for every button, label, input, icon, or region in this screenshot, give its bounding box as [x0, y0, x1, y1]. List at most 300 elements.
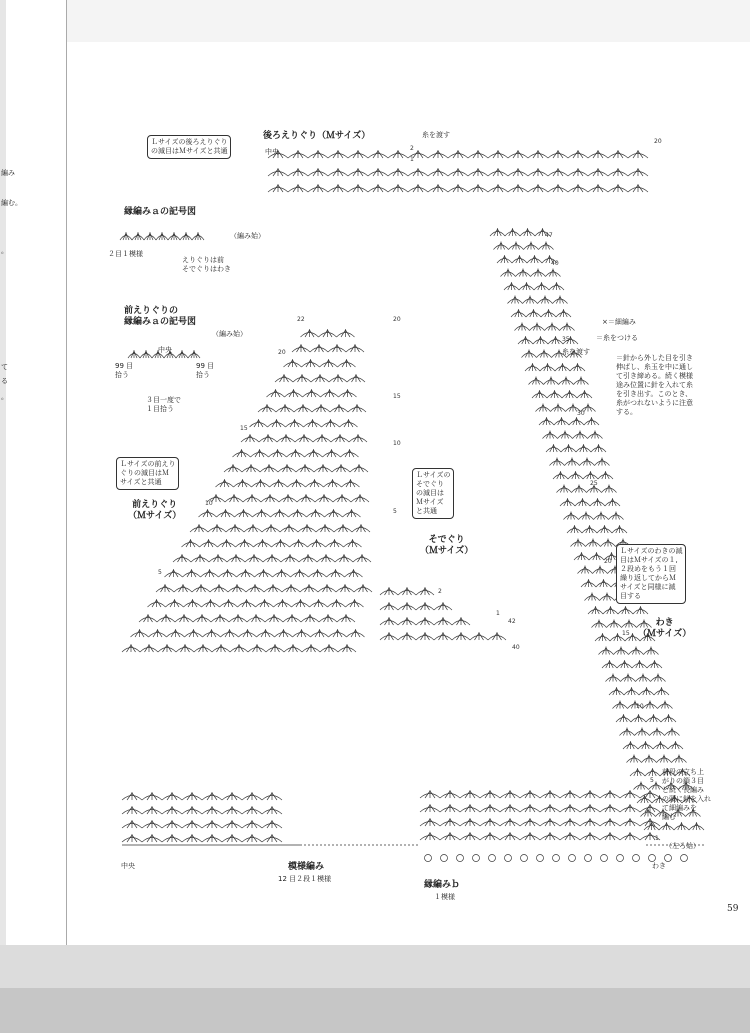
- stitch-fan: [644, 647, 659, 655]
- stitch-fan: [592, 620, 607, 628]
- stitch-fan: [609, 687, 624, 695]
- stitch-fan: [351, 494, 369, 502]
- stitch-fan: [588, 168, 608, 176]
- front-neck-note: Ｌサイズの前えり ぐりの減目はＭ サイズと共通: [116, 457, 179, 490]
- stitch-fan: [608, 150, 628, 158]
- stitch-fan: [128, 350, 140, 358]
- row-number: 47: [545, 232, 553, 239]
- stitch-fan: [239, 629, 257, 637]
- stitch-fan: [420, 832, 440, 840]
- stitch-loop: [553, 855, 560, 862]
- stitch-fan: [201, 569, 219, 577]
- stitch-fan: [595, 458, 610, 466]
- stitch-fan: [605, 498, 620, 506]
- stitch-fan: [256, 599, 274, 607]
- stitch-fan: [612, 525, 627, 533]
- stitch-fan: [551, 404, 566, 412]
- stitch-fan: [434, 632, 452, 640]
- stitch-fan: [322, 419, 340, 427]
- stitch-fan: [639, 687, 654, 695]
- stitch-fan: [586, 539, 601, 547]
- stitch-fan: [634, 782, 649, 790]
- stitch-fan: [646, 714, 661, 722]
- stitch-fan: [246, 584, 264, 592]
- stitch-fan: [308, 168, 328, 176]
- stitch-fan: [308, 184, 328, 192]
- stitch-fan: [600, 818, 620, 826]
- stitch-fan: [199, 509, 217, 517]
- stitch-fan: [460, 818, 480, 826]
- stitch-fan: [380, 632, 398, 640]
- stitch-fan: [286, 419, 304, 427]
- stitch-fan: [561, 444, 576, 452]
- start-label: （左ろ始）: [665, 842, 700, 850]
- stitch-fan: [263, 554, 281, 562]
- stitch-fan: [306, 479, 324, 487]
- stitch-fan: [348, 404, 366, 412]
- stitch-fan: [292, 599, 310, 607]
- stitch-fan: [342, 479, 360, 487]
- stitch-fan: [326, 539, 344, 547]
- stitch-fan: [540, 363, 555, 371]
- stitch-fan: [570, 363, 585, 371]
- stitch-fan: [243, 494, 261, 502]
- stitch-fan: [508, 168, 528, 176]
- stitch-fan: [591, 444, 606, 452]
- row-number: 20: [654, 138, 662, 145]
- stitch-fan: [338, 644, 356, 652]
- stitch-fan: [293, 629, 311, 637]
- stitch-fan: [184, 599, 202, 607]
- stitch-fan: [398, 602, 416, 610]
- stitch-fan: [307, 509, 325, 517]
- stitch-fan: [638, 741, 653, 749]
- side-note-2: 前段の立ち上 がりの鎖３目 と続く長編み の頭に針を入れ て細編みを 編む: [662, 768, 711, 821]
- stitch-fan: [242, 834, 262, 842]
- stitch-fan: [508, 150, 528, 158]
- pattern-title: 模様編み: [288, 862, 325, 872]
- stitch-fan: [182, 834, 202, 842]
- stitch-fan: [242, 792, 262, 800]
- stitch-fan: [428, 168, 448, 176]
- stitch-fan: [285, 389, 303, 397]
- stitch-fan: [460, 790, 480, 798]
- scan-bottom-shadow: [0, 988, 750, 1033]
- stitch-fan: [600, 804, 620, 812]
- stitch-fan: [303, 389, 321, 397]
- stitch-fan: [434, 602, 452, 610]
- stitch-fan: [539, 417, 554, 425]
- stitch-fan: [574, 377, 589, 385]
- stitch-fan: [295, 434, 313, 442]
- stitch-fan: [261, 494, 279, 502]
- stitch-fan: [629, 647, 644, 655]
- stitch-fan: [247, 614, 265, 622]
- stitch-fan: [319, 329, 337, 337]
- stitch-fan: [242, 806, 262, 814]
- stitch-fan: [620, 818, 640, 826]
- stitch-fan: [470, 632, 488, 640]
- stitch-fan: [190, 524, 208, 532]
- stitch-fan: [440, 804, 460, 812]
- stitch-fan: [183, 569, 201, 577]
- stitch-fan: [620, 790, 640, 798]
- stitch-fan: [583, 471, 598, 479]
- stitch-fan: [142, 806, 162, 814]
- stitch-fan: [623, 741, 638, 749]
- stitch-fan: [288, 168, 308, 176]
- stitch-fan: [668, 741, 683, 749]
- stitch-fan: [541, 309, 556, 317]
- stitch-fan: [468, 168, 488, 176]
- stitch-fan: [308, 539, 326, 547]
- stitch-fan: [296, 464, 314, 472]
- bottom-label: ３目一度で １目拾う: [146, 396, 181, 413]
- row-number: 42: [508, 618, 516, 625]
- stitch-fan: [501, 269, 516, 277]
- stitch-fan: [268, 184, 288, 192]
- stitch-fan: [230, 644, 248, 652]
- stitch-fan: [228, 584, 246, 592]
- stitch-fan: [548, 184, 568, 192]
- stitch-fan: [568, 168, 588, 176]
- stitch-fan: [448, 184, 468, 192]
- stitch-fan: [380, 587, 398, 595]
- stitch-fan: [299, 554, 317, 562]
- center-label: 中央: [265, 148, 279, 156]
- stitch-fan: [311, 374, 329, 382]
- stitch-fan: [388, 168, 408, 176]
- stitch-fan: [416, 587, 434, 595]
- stitch-fan: [650, 728, 665, 736]
- stitch-fan: [302, 359, 320, 367]
- row-number: 25: [590, 480, 598, 487]
- stitch-fan: [203, 629, 221, 637]
- stitch-fan: [538, 296, 553, 304]
- stitch-fan: [265, 614, 283, 622]
- row-number: 5: [393, 508, 397, 515]
- stitch-loop: [633, 855, 640, 862]
- stitch-fan: [225, 494, 243, 502]
- stitch-fan: [200, 539, 218, 547]
- thread-label: 糸を渡す: [562, 348, 590, 356]
- stitch-fan: [120, 232, 132, 240]
- stitch-fan: [350, 464, 368, 472]
- stitch-fan: [278, 464, 296, 472]
- stitch-fan: [508, 184, 528, 192]
- stitch-fan: [640, 818, 660, 826]
- armhole-note: Ｌサイズの そでぐり の減目は Ｍサイズ と共通: [412, 468, 454, 519]
- stitch-fan: [595, 633, 610, 641]
- stitch-fan: [182, 792, 202, 800]
- stitch-fan: [217, 509, 235, 517]
- stitch-fan: [281, 554, 299, 562]
- stitch-fan: [568, 150, 588, 158]
- stitch-fan: [319, 614, 337, 622]
- stitch-fan: [176, 644, 194, 652]
- stitch-fan: [222, 792, 242, 800]
- stitch-fan: [408, 168, 428, 176]
- stitch-fan: [659, 822, 674, 830]
- stitch-fan: [398, 587, 416, 595]
- stitch-fan: [132, 232, 144, 240]
- stitch-fan: [262, 792, 282, 800]
- stitch-fan: [620, 728, 635, 736]
- stitch-fan: [574, 552, 589, 560]
- stitch-fan: [264, 584, 282, 592]
- stitch-fan: [314, 464, 332, 472]
- armhole-title: そでぐり （Ｍサイズ）: [420, 535, 474, 556]
- stitch-fan: [270, 479, 288, 487]
- stitch-fan: [555, 363, 570, 371]
- stitch-fan: [522, 350, 537, 358]
- stitch-fan: [434, 617, 452, 625]
- stitch-fan: [168, 232, 180, 240]
- stitch-fan: [173, 554, 191, 562]
- stitch-fan: [628, 184, 648, 192]
- row-number: 10: [636, 703, 644, 710]
- stitch-fan: [632, 660, 647, 668]
- stitch-fan: [122, 792, 142, 800]
- stitch-fan: [578, 566, 593, 574]
- stitch-fan: [193, 614, 211, 622]
- stitch-fan: [488, 184, 508, 192]
- left-count: 99 目 拾う: [115, 362, 134, 379]
- stitch-fan: [596, 579, 611, 587]
- stitch-fan: [255, 569, 273, 577]
- stitch-fan: [166, 599, 184, 607]
- stitch-fan: [302, 644, 320, 652]
- stitch-fan: [597, 525, 612, 533]
- stitch-fan: [529, 377, 544, 385]
- stitch-fan: [321, 389, 339, 397]
- stitch-fan: [548, 336, 563, 344]
- stitch-fan: [620, 804, 640, 812]
- legend-single-crochet: ×＝細編み: [602, 318, 636, 326]
- stitch-fan: [617, 660, 632, 668]
- stitch-fan: [122, 644, 140, 652]
- back-neck-title: 後ろえりぐり（Ｍサイズ）: [263, 131, 371, 141]
- stitch-fan: [589, 552, 604, 560]
- stitch-fan: [480, 832, 500, 840]
- stitch-fan: [527, 255, 542, 263]
- stitch-fan: [497, 255, 512, 263]
- stitch-fan: [588, 431, 603, 439]
- stitch-fan: [194, 644, 212, 652]
- stitch-fan: [274, 599, 292, 607]
- stitch-fan: [647, 660, 662, 668]
- stitch-fan: [608, 168, 628, 176]
- stitch-fan: [284, 359, 302, 367]
- stitch-fan: [480, 804, 500, 812]
- stitch-fan: [275, 629, 293, 637]
- stitch-fan: [353, 554, 371, 562]
- row-number: 15: [393, 393, 401, 400]
- stitch-fan: [332, 464, 350, 472]
- stitch-fan: [598, 471, 613, 479]
- stitch-loop: [505, 855, 512, 862]
- edging-a-note: えりぐりは前 そでぐりはわき: [182, 256, 231, 273]
- stitch-loop: [665, 855, 672, 862]
- row-number: 10: [393, 440, 401, 447]
- stitch-fan: [524, 242, 539, 250]
- stitch-fan: [219, 569, 237, 577]
- stitch-fan: [250, 419, 268, 427]
- stitch-fan: [354, 584, 372, 592]
- edging-b-subtitle: １模様: [434, 893, 455, 901]
- stitch-fan: [645, 768, 660, 776]
- stitch-fan: [584, 417, 599, 425]
- stitch-fan: [627, 755, 642, 763]
- stitch-fan: [341, 449, 359, 457]
- stitch-fan: [252, 479, 270, 487]
- stitch-fan: [162, 834, 182, 842]
- stitch-fan: [674, 822, 689, 830]
- stitch-loop: [585, 855, 592, 862]
- stitch-fan: [635, 728, 650, 736]
- row-number: 2: [410, 145, 414, 152]
- stitch-fan: [318, 584, 336, 592]
- stitch-fan: [180, 232, 192, 240]
- stitch-fan: [328, 344, 346, 352]
- stitch-fan: [339, 389, 357, 397]
- stitch-fan: [182, 806, 202, 814]
- stitch-fan: [573, 431, 588, 439]
- stitch-fan: [309, 569, 327, 577]
- row-number: 5: [158, 569, 162, 576]
- legend-attach-yarn: ＝糸をつける: [596, 334, 638, 342]
- stitch-fan: [328, 599, 346, 607]
- stitch-fan: [142, 820, 162, 828]
- stitch-fan: [336, 584, 354, 592]
- stitch-fan: [328, 168, 348, 176]
- stitch-fan: [222, 820, 242, 828]
- stitch-fan: [176, 350, 188, 358]
- stitch-fan: [657, 755, 672, 763]
- stitch-fan: [580, 818, 600, 826]
- row-number: 1: [410, 156, 414, 163]
- stitch-fan: [572, 485, 587, 493]
- stitch-fan: [211, 614, 229, 622]
- row-number: 1: [655, 835, 659, 842]
- stitch-fan: [338, 359, 356, 367]
- stitch-fan: [236, 539, 254, 547]
- stitch-fan: [643, 701, 658, 709]
- side-label: わき: [652, 862, 666, 870]
- stitch-fan: [553, 471, 568, 479]
- stitch-fan: [571, 539, 586, 547]
- stitch-fan: [452, 617, 470, 625]
- stitch-fan: [602, 485, 617, 493]
- stitch-fan: [520, 228, 535, 236]
- stitch-fan: [262, 524, 280, 532]
- row-number: 20: [393, 316, 401, 323]
- stitch-fan: [368, 150, 388, 158]
- stitch-fan: [532, 390, 547, 398]
- side-note: Ｌサイズのわきの減 目はＭサイズの１, ２段めをもう１回 繰り返してからＭ サイズと同様に減 目する: [616, 544, 686, 604]
- stitch-fan: [525, 363, 540, 371]
- stitch-fan: [540, 832, 560, 840]
- stitch-fan: [175, 614, 193, 622]
- stitch-fan: [210, 584, 228, 592]
- stitch-fan: [500, 804, 520, 812]
- stitch-fan: [581, 579, 596, 587]
- stitch-fan: [202, 792, 222, 800]
- stitch-fan: [221, 629, 239, 637]
- stitch-fan: [636, 674, 651, 682]
- stitch-fan: [494, 242, 509, 250]
- stitch-fan: [297, 494, 315, 502]
- stitch-fan: [420, 804, 440, 812]
- stitch-fan: [548, 150, 568, 158]
- pattern-subtitle: 12 目２段１模様: [278, 875, 332, 883]
- stitch-fan: [344, 539, 362, 547]
- front-edging-title: 前えりぐりの 縁編みａの記号図: [124, 306, 197, 327]
- stitch-fan: [233, 449, 251, 457]
- stitch-fan: [288, 150, 308, 158]
- stitch-fan: [460, 804, 480, 812]
- right-count: 99 目 拾う: [196, 362, 215, 379]
- left-page-text: 。: [1, 393, 8, 401]
- stitch-fan: [182, 820, 202, 828]
- stitch-fan: [122, 806, 142, 814]
- stitch-fan: [202, 806, 222, 814]
- stitch-fan: [544, 377, 559, 385]
- stitch-fan: [505, 228, 520, 236]
- stitch-fan: [245, 554, 263, 562]
- stitch-fan: [448, 150, 468, 158]
- stitch-fan: [320, 359, 338, 367]
- stitch-fan: [602, 660, 617, 668]
- stitch-fan: [234, 479, 252, 487]
- stitch-fan: [576, 444, 591, 452]
- row-number: 1: [496, 610, 500, 617]
- stitch-fan: [268, 168, 288, 176]
- stitch-fan: [157, 614, 175, 622]
- stitch-fan: [142, 792, 162, 800]
- stitch-fan: [553, 296, 568, 304]
- stitch-fan: [235, 509, 253, 517]
- stitch-fan: [600, 593, 615, 601]
- stitch-fan: [262, 834, 282, 842]
- stitch-fan: [564, 512, 579, 520]
- row-number: 20: [278, 349, 286, 356]
- stitch-fan: [346, 344, 364, 352]
- center-label: 中央: [121, 862, 135, 870]
- stitch-fan: [420, 818, 440, 826]
- stitch-fan: [288, 479, 306, 487]
- left-page-text: る: [1, 377, 8, 385]
- stitch-fan: [222, 834, 242, 842]
- stitch-fan: [352, 524, 370, 532]
- row-number: 35: [562, 336, 570, 343]
- stitch-fan: [220, 599, 238, 607]
- stitch-fan: [567, 525, 582, 533]
- stitch-fan: [580, 832, 600, 840]
- front-neck-title: 前えりぐり （Ｍサイズ）: [128, 500, 182, 521]
- stitch-fan: [546, 444, 561, 452]
- stitch-fan: [520, 790, 540, 798]
- stitch-fan: [301, 614, 319, 622]
- stitch-fan: [509, 242, 524, 250]
- stitch-fan: [577, 390, 592, 398]
- stitch-fan: [624, 687, 639, 695]
- stitch-fan: [192, 584, 210, 592]
- stitch-fan: [601, 539, 616, 547]
- stitch-fan: [272, 539, 290, 547]
- stitch-fan: [308, 150, 328, 158]
- stitch-fan: [560, 790, 580, 798]
